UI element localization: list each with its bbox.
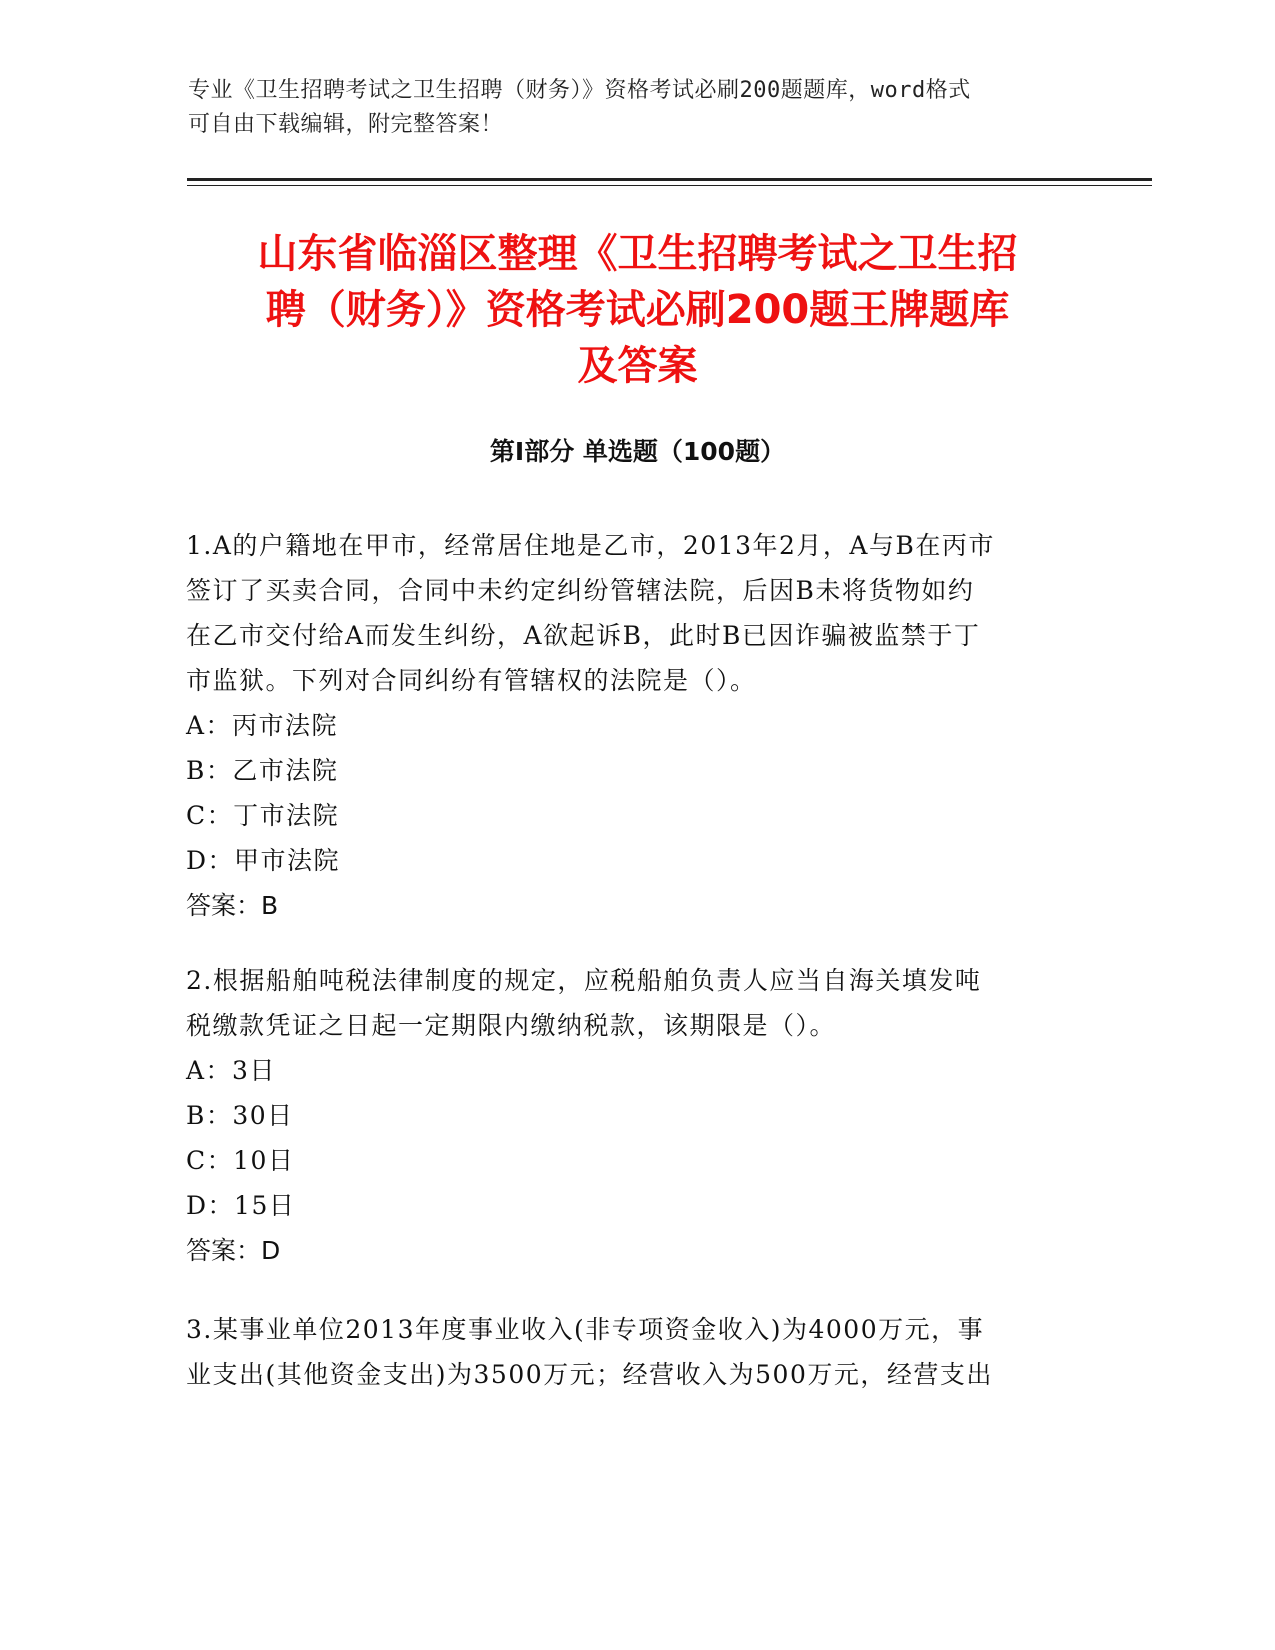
- question-text-line: 市监狱。下列对合同纠纷有管辖权的法院是（）。: [186, 666, 757, 695]
- option-a: A：3日: [186, 1056, 276, 1085]
- question-2: [186, 958, 1086, 1273]
- option-b: B：乙市法院: [186, 756, 339, 785]
- option-a: A：丙市法院: [186, 711, 339, 740]
- section-title: 第Ⅰ部分 单选题（100题）: [489, 437, 786, 466]
- document-title-line-1: 山东省临淄区整理《卫生招聘考试之卫生招: [257, 231, 1018, 277]
- option-c: C：丁市法院: [186, 801, 340, 830]
- header-note-line-1: 专业《卫生招聘考试之卫生招聘（财务）》资格考试必刷200题题库，word格式: [188, 78, 971, 103]
- option-b: B：30日: [186, 1101, 294, 1130]
- option-d: D：甲市法院: [186, 846, 341, 875]
- question-text-line: 1.A的户籍地在甲市，经常居住地是乙市，2013年2月，A与B在丙市: [186, 531, 995, 560]
- question-3: [186, 1307, 1086, 1397]
- question-1: [186, 523, 1086, 928]
- question-text-line: 业支出(其他资金支出)为3500万元；经营收入为500万元，经营支出: [186, 1360, 993, 1389]
- document-title-line-3: 及答案: [577, 343, 698, 389]
- document-title-line-2: 聘（财务）》资格考试必刷200题王牌题库: [265, 287, 1010, 333]
- question-text-line: 2.根据船舶吨税法律制度的规定，应税船舶负责人应当自海关填发吨: [186, 966, 982, 995]
- question-text-line: 3.某事业单位2013年度事业收入(非专项资金收入)为4000万元，事: [186, 1315, 985, 1344]
- question-text-line: 签订了买卖合同，合同中未约定纠纷管辖法院，后因B未将货物如约: [186, 576, 975, 605]
- question-text-line: 税缴款凭证之日起一定期限内缴纳税款，该期限是（）。: [186, 1011, 837, 1040]
- option-c: C：10日: [186, 1146, 295, 1175]
- header-note: [188, 74, 1068, 142]
- question-text-line: 在乙市交付给A而发生纠纷，A欲起诉B，此时B已因诈骗被监禁于丁: [186, 621, 981, 650]
- answer: 答案：B: [186, 891, 279, 920]
- header-note-line-2: 可自由下载编辑，附完整答案！: [188, 112, 504, 137]
- document-title: [150, 226, 1125, 394]
- option-d: D：15日: [186, 1191, 296, 1220]
- answer: 答案：D: [186, 1236, 281, 1265]
- header-divider-thin: [187, 185, 1152, 186]
- header-divider-thick: [187, 178, 1152, 181]
